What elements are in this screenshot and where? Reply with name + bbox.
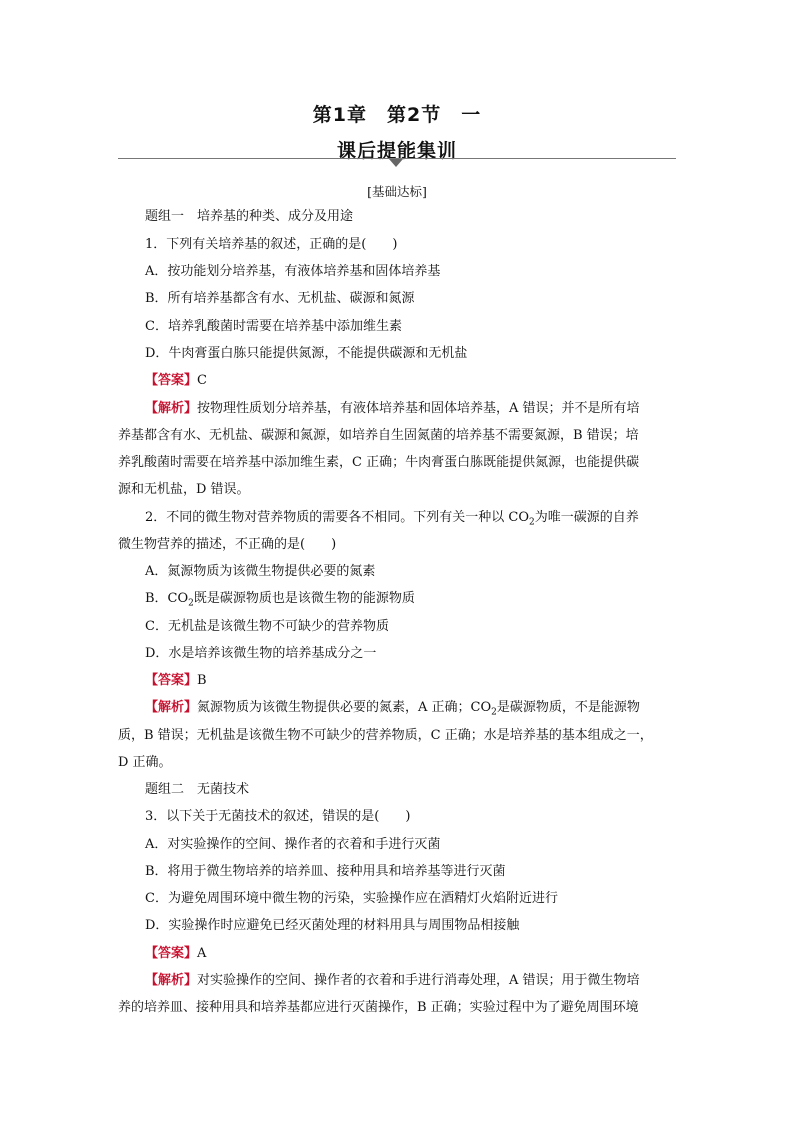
question-stem: 2．不同的微生物对营养物质的需要各不相同。下列有关一种以 $CO_2$为唯一碳源的自养 <box>145 510 639 528</box>
analysis-line: 源和无机盐，D 错误。 <box>118 482 250 497</box>
answer-value: A <box>197 946 207 961</box>
option-b: B．$CO_2$既是碳源物质也是该微生物的能源物质 <box>145 591 415 609</box>
question-stem: 1．下列有关培养基的叙述，正确的是( ) <box>145 237 398 252</box>
chapter-title: 第1章 第2节 一 <box>312 104 482 126</box>
answer-value: C <box>197 373 207 388</box>
answer-tag: 【答案】 <box>145 673 198 688</box>
analysis-line: 养乳酸菌时需要在培养基中添加维生素，C 正确；牛肉膏蛋白胨既能提供氮源，也能提供碳 <box>118 455 640 470</box>
question-stem: 3．以下关于无菌技术的叙述，错误的是( ) <box>145 809 411 824</box>
option-b: B．将用于微生物培养的培养皿、接种用具和培养基等进行灭菌 <box>145 864 506 879</box>
option-a: A．按功能划分培养基，有液体培养基和固体培养基 <box>145 264 441 279</box>
answer-tag: 【答案】 <box>145 373 198 388</box>
answer-tag: 【答案】 <box>145 946 198 961</box>
option-a: A．对实验操作的空间、操作者的衣着和手进行灭菌 <box>145 837 441 852</box>
analysis-tag: 【解析】 <box>145 700 198 715</box>
answer-row <box>145 945 206 963</box>
analysis-line <box>145 400 640 418</box>
divider-triangle-icon <box>389 159 403 167</box>
option-d: D．水是培养该微生物的培养基成分之一 <box>145 646 377 661</box>
option-c: C．培养乳酸菌时需要在培养基中添加维生素 <box>145 319 402 334</box>
option-b: B．所有培养基都含有水、无机盐、碳源和氮源 <box>145 291 415 306</box>
group-title: 题组一 培养基的种类、成分及用途 <box>145 209 354 224</box>
question-stem-cont: 微生物营养的描述，不正确的是( ) <box>118 537 337 552</box>
section-label: [基础达标] <box>367 184 427 199</box>
analysis-line: 【解析】对实验操作的空间、操作者的衣着和手进行消毒处理，A 错误；用于微生物培 <box>145 973 640 988</box>
option-a: A．氮源物质为该微生物提供必要的氮素 <box>145 564 376 579</box>
option-c: C．为避免周围环境中微生物的污染，实验操作应在酒精灯火焰附近进行 <box>145 891 558 906</box>
analysis-line: 养基都含有水、无机盐、碳源和氮源，如培养自生固氮菌的培养基不需要氮源，B 错误；培 <box>118 428 639 443</box>
analysis-tag: 【解析】 <box>145 401 198 416</box>
option-d: D．牛肉膏蛋白胨只能提供氮源，不能提供碳源和无机盐 <box>145 346 468 361</box>
analysis-text: 按物理性质划分培养基，有液体培养基和固体培养基，A 错误；并不是所有培 <box>197 401 640 416</box>
analysis-line: 质，B 错误；无机盐是该微生物不可缺少的营养物质，C 正确；水是培养基的基本组成之一， <box>118 728 653 743</box>
answer-row <box>145 372 207 390</box>
group-title: 题组二 无菌技术 <box>145 782 250 797</box>
analysis-line: D 正确。 <box>118 755 172 770</box>
analysis-line: 【解析】氮源物质为该微生物提供必要的氮素，A 正确；$CO_2$是碳源物质，不是能源物 <box>145 700 640 718</box>
answer-row <box>145 672 207 690</box>
analysis-tag: 【解析】 <box>145 973 198 988</box>
page-subtitle: 课后提能集训 <box>336 140 457 162</box>
analysis-line: 养的培养皿、接种用具和培养基都应进行灭菌操作，B 正确；实验过程中为了避免周围环境 <box>118 1000 639 1015</box>
option-c: C．无机盐是该微生物不可缺少的营养物质 <box>145 619 389 634</box>
answer-value: B <box>197 673 207 688</box>
option-d: D．实验操作时应避免已经灭菌处理的材料用具与周围物品相接触 <box>145 918 520 933</box>
